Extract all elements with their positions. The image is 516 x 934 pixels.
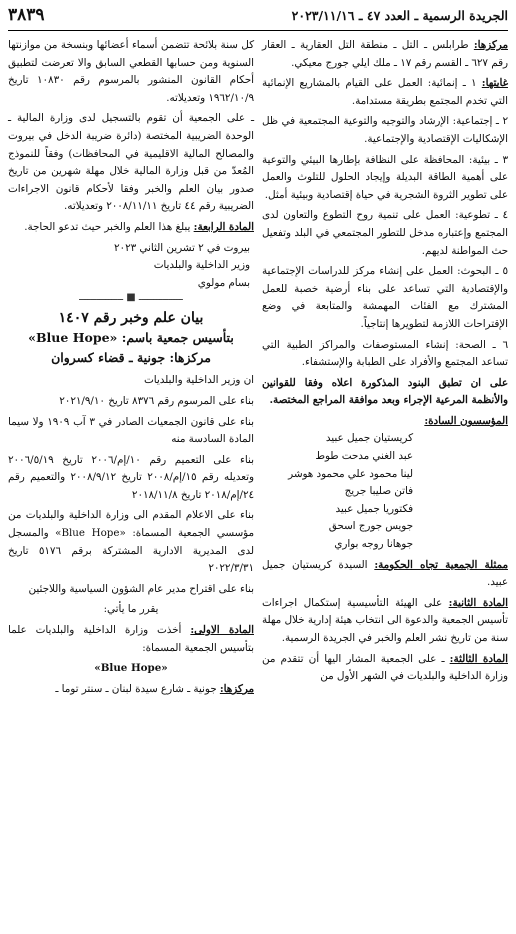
- basis-5: بناء على اقتراح مدير عام الشؤون السياسية واللاجئين: [28, 582, 254, 595]
- representative-text: السيدة كريستيان جميل عبيد.: [262, 558, 508, 589]
- article-2-text: على الهيئة التأسيسية إستكمال اجراءات تأسيس الجمعية والدعوة الى انتخاب هيئة إدارية خلال مهلة سنة من تاريخ نشر العلم والخبر في الجريدة الرسمية.: [262, 596, 508, 644]
- goal-1: ١ ـ إنمائية: العمل على القيام بالمشاريع الإنمائية التي تخدم المجتمع بطريقة مستدامة.: [262, 77, 508, 107]
- decree-title: بيان علم وخبر رقم ١٤٠٧: [58, 310, 204, 327]
- association-location: [8, 681, 254, 699]
- founder-name: جويس جورج اسحق: [328, 520, 413, 533]
- founder-name: فكتوريا جميل عبيد: [335, 502, 413, 515]
- article-2: [262, 595, 508, 648]
- founder-name: كريستيان جميل عبيد: [325, 432, 413, 445]
- intro: ان وزير الداخلية والبلديات: [144, 374, 254, 387]
- left-column: [8, 37, 254, 701]
- sign-date: بيروت في ٢ تشرين الثاني ٢٠٢٣: [114, 241, 250, 254]
- goal-2: ٢ ـ إجتماعية: الإرشاد والتوجيه والتوعية المجتمعية في ظل الإشكاليات الإقتصادية والإجتماعية.: [262, 115, 508, 145]
- founder-name: عبد الغني مدحت طوط: [315, 450, 413, 463]
- issue-info: الجريدة الرسمية ـ العدد ٤٧ ـ ٢٠٢٣/١١/١٦: [291, 7, 508, 23]
- founder-name: لينا محمود علي محمود هوشر: [288, 467, 413, 480]
- right-column: [262, 37, 508, 701]
- article-3: [262, 651, 508, 686]
- founder-name: فاتن صليبا جريج: [344, 485, 413, 498]
- association-name: «Blue Hope»: [94, 662, 168, 675]
- goal-4: ٤ ـ تطوعية: العمل على تنمية روح التطوع والتعاون لدى المجتمع وإعتباره مدخل للتطور المجتمعي في البلد وتفعيل حث المواطنة لديهم.: [262, 209, 508, 257]
- article-1-text: أخذت وزارة الداخلية والبلديات علما بتأسيس الجمعية المسماة:: [8, 624, 254, 654]
- article-4-label: المادة الرابعة:: [193, 220, 254, 233]
- article-1: [8, 622, 254, 657]
- article-4: [8, 219, 254, 237]
- goal-5: ٥ ـ البحوث: العمل على إنشاء مركز للدراسات الإجتماعية والإقتصادية التي تساعد على بناء أرضية خصبة للعمل المشترك مع الفئات المهمشة والمتابعة في وضع الإقتراحات اللازمة لتطويرها إنتاجياً.: [262, 265, 508, 330]
- law-note: على ان تطبق البنود المذكورة اعلاه وفقا للقوانين والأنظمة المرعية الإجراء وبعد موافقة المراجع المختصة.: [262, 376, 508, 407]
- article-4-text: يبلغ هذا العلم والخبر حيث تدعو الحاجة.: [24, 220, 191, 233]
- article-3-text: ـ على الجمعية المشار اليها أن تتقدم من وزارة الداخلية والبلديات في الشهر الأول من: [262, 652, 508, 683]
- founder-name: جوهانا روجه بواري: [334, 538, 413, 551]
- basis-1: بناء على المرسوم رقم ٨٣٧٦ تاريخ ٢٠٢١/٩/١٠: [59, 394, 254, 407]
- decree-subject: بتأسيس جمعية باسم: «Blue Hope»: [28, 330, 234, 346]
- association-location-label: مركزها:: [219, 682, 254, 695]
- page-number: ٣٨٣٩: [8, 5, 45, 25]
- two-column-body: [8, 31, 508, 701]
- founders-list: [262, 430, 508, 553]
- goals-heading: [262, 75, 508, 110]
- article-1-label: المادة الاولى:: [190, 624, 254, 637]
- sign-title: وزير الداخلية والبلديات: [153, 259, 250, 272]
- continuation-2: ـ على الجمعية أن تقوم بالتسجيل لدى وزارة المالية ـ الوحدة الضريبية المختصة (دائرة ضريبة الدخل في بيروت والمصالح المالية الاقليمية في المحافظات) وفقاً للنموذج المُعدّ من قبل وزارة المالية خلال مهلة شهرين من تاريخ صدور بيان العلم والخبر وفقا لأحكام قانون الاجراءات الضريبية رقم ٤٤ تاريخ ٢٠٠٨/١١/١١ وتعديلاته.: [8, 112, 254, 213]
- sign-name: بسام مولوي: [197, 276, 250, 289]
- goal-6: ٦ ـ الصحة: إنشاء المستوصفات والمراكز الطبية التي تساعد المجتمع والأفراد على الطبابة والإستشفاء.: [262, 338, 508, 369]
- decree-heading: [8, 308, 254, 368]
- location-paragraph: [262, 37, 508, 72]
- goals-label: غايتها:: [481, 77, 508, 90]
- goal-3: ٣ ـ بيئية: المحافظة على النظافة بإطارها البيئي والتوعية على أهمية الطاقة البديلة وإيجاد الحلول للتلوث والعمل على تطوير الثروة الشجرية في حياة إقتصادية وبيئية أمثل.: [262, 153, 508, 201]
- decides: يقرر ما يأتي:: [103, 603, 159, 616]
- basis-4: بناء على الاعلام المقدم الى وزارة الداخلية والبلديات من مؤسسي الجمعية المسماة: «Blue Hope» والمسجل لدى المديرية الادارية المشتركة برقم ٥١٧٦ تاريخ ٢٠٢٢/٣/٣١: [8, 509, 254, 575]
- signature-block: [8, 240, 254, 293]
- section-separator: ـــــــــــــــ ■ ـــــــــــــــ: [79, 292, 183, 304]
- decree-location: مركزها: جونية ـ قضاء كسروان: [51, 350, 211, 366]
- association-location-text: جونية ـ شارع سيدة لبنان ـ سنتر توما ـ: [55, 682, 217, 695]
- continuation-1: كل سنة بلائحة تتضمن أسماء أعضائها وبنسخة من موازنتها السنوية ومن حسابها القطعي السابق والا تعرضت لتطبيق أحكام القانون المنشور بالمرسوم رقم ١٠٨٣٠ تاريخ ١٩٦٢/١٠/٩ وتعديلاته.: [8, 39, 254, 104]
- basis-2: بناء على قانون الجمعيات الصادر في ٣ آب ١٩٠٩ ولا سيما المادة السادسة منه: [8, 415, 254, 446]
- page-header: [8, 0, 508, 31]
- basis-3: بناء على التعميم رقم ١٠/إم/٢٠٠٦ تاريخ ٢٠٠٦/٥/١٩ وتعديله رقم ١٥/إم/٢٠٠٨ تاريخ ٢٠٠٨/٩/١٢ والتعميم رقم ٢٤/إم/٢٠١٨ تاريخ ٢٠١٨/١١/٨: [8, 453, 254, 501]
- founders-label: المؤسسون السادة:: [424, 414, 508, 427]
- location-label: مركزها:: [473, 39, 508, 51]
- article-3-label: المادة الثالثة:: [449, 652, 508, 665]
- representative: [262, 557, 508, 592]
- location-text: طرابلس ـ التل ـ منطقة التل العقارية ـ العقار رقم ٦٢٧ ـ القسم رقم ١٧ ـ ملك ايلي جورج معيكي.: [262, 39, 508, 69]
- representative-label: ممثلة الجمعية تجاه الحكومة:: [374, 558, 508, 571]
- article-2-label: المادة الثانية:: [448, 596, 508, 609]
